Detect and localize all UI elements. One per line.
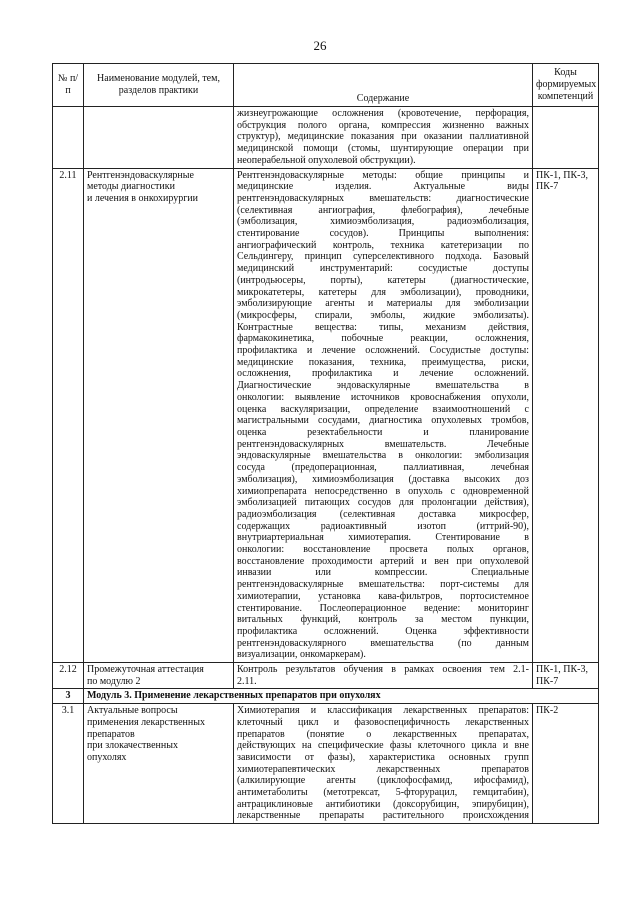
- content-line: профилактика и лечение осложнений. Сосудистые доступы:: [237, 345, 529, 357]
- content-line: оценка резектабельности и планирование: [237, 426, 529, 438]
- content-line: препаратов (понятие о лекарственных препаратах,: [237, 728, 529, 740]
- name-line: препаратов: [87, 728, 135, 740]
- content-line: химиотерапии, установка кава-фильтров, портосистемное: [237, 590, 529, 602]
- content-line: содержащих радиоактивный изотоп (иттрий-90),: [237, 520, 529, 532]
- content-line: антиметаболиты (метотрексат, 5-фторурацил, гемцитабин),: [237, 787, 529, 799]
- cell-name: [84, 704, 234, 824]
- content-line: структур), медицинские показания при оказании паллиативной: [237, 131, 529, 143]
- content-line: неоперабельной опухолевой обструкции).: [237, 154, 416, 166]
- content-line: химиотерапевтических лекарственных препаратов: [237, 763, 529, 775]
- content-line: эмболизация), химиоэмболизация (доставка высоких доз: [237, 473, 529, 485]
- content-line: осложнения, профилактика и лечение осложнений.: [237, 368, 529, 380]
- content-line: антрациклиновые антибиотики (доксорубицин, эпирубицин),: [237, 798, 529, 810]
- content-line: действующих на специфические фазы клеточного цикла и вне: [237, 740, 529, 752]
- name-line: по модулю 2: [87, 675, 141, 687]
- name-line: применения лекарственных: [87, 716, 205, 728]
- content-line: онкологии: восстановление просвета полых органов,: [237, 544, 529, 556]
- content-line: химиопрепарата непосредственно в опухоль с одновременной: [237, 485, 529, 497]
- content-line: рентгенэндоваскулярных вмешательств: диагностические: [237, 192, 529, 204]
- content-line: эмболизацией питающих сосудов для пролонгации действия),: [237, 497, 529, 509]
- content-line: (алкилирующие агенты (циклофосфамид, ифосфамид),: [237, 775, 529, 787]
- content-line: рентгенэндоваскулярных вмешательств. Лечебные: [237, 438, 529, 450]
- table-row-2-11: [53, 168, 599, 663]
- cell-content: [234, 168, 533, 663]
- content-line: (селективная ангиография, флебография), лечебные: [237, 204, 529, 216]
- content-line: фармакокинетика, побочные реакции, осложнения,: [237, 333, 529, 345]
- name-line: при злокачественных: [87, 740, 178, 752]
- header-module-name: Наименование модулей, тем, разделов практики: [84, 64, 234, 107]
- name-line: и лечения в онкохирургии: [87, 192, 199, 204]
- name-line: методы диагностики: [87, 181, 175, 193]
- module-number: 3: [53, 689, 84, 704]
- content-line: ангиографический контроль, техника катетеризации по: [237, 239, 529, 251]
- cell-content: [234, 663, 533, 689]
- content-line: обструкция полого органа, компрессия жизненно важных: [237, 119, 529, 131]
- cell-content: [234, 704, 533, 824]
- content-line: восстановление проходимости артерий и вен при опухолевой: [237, 555, 529, 567]
- content-line: стентирование. Послеоперационное ведение: мониторинг: [237, 602, 529, 614]
- content-line: внутриартериальная химиотерапия. Стентирование в: [237, 532, 529, 544]
- content-line: радиоэмболизация (селективная доставка микросфер,: [237, 508, 529, 520]
- content-line: медицинские изделия. Актуальные виды: [237, 181, 529, 193]
- header-competencies: Коды формируемых компетенций: [533, 64, 599, 107]
- content-line: Сельдингеру, принцип суперселективного подхода. Базовый: [237, 251, 529, 263]
- cell-competencies: [533, 663, 599, 689]
- content-line: (эмболизация, химиоэмболизация, радиоэмболизация,: [237, 216, 529, 228]
- cell-number: 2.12: [53, 663, 84, 689]
- cell-competencies: [533, 107, 599, 169]
- cell-number: 2.11: [53, 168, 84, 663]
- content-line: Контроль результатов обучения в рамках освоения тем 2.1-: [237, 664, 529, 676]
- page-number: 26: [313, 38, 327, 53]
- content-line: инвазии или компрессии. Специальные: [237, 567, 529, 579]
- content-line: 2.11.: [237, 675, 257, 687]
- competency-line: ПК-2: [536, 705, 559, 717]
- content-line: медицинской помощи (стомы, шунтирующие операции при: [237, 143, 529, 155]
- content-line: лекарственные препараты растительного происхождения: [237, 810, 529, 822]
- cell-number: [53, 107, 84, 169]
- content-line: рентгенэндоваскулярного вмешательства (по данным: [237, 637, 529, 649]
- content-line: жизнеугрожающие осложнения (кровотечение, перфорация,: [237, 108, 529, 119]
- content-line: медицинский инструментарий: сосудистые доступы: [237, 263, 529, 275]
- content-line: зависимости от фазы), характеристика основных групп: [237, 751, 529, 763]
- content-line: Химиотерапия и классификация лекарственных препаратов:: [237, 705, 529, 717]
- content-line: медицинские показания, техника, преимущества, риски,: [237, 356, 529, 368]
- content-line: Рентгенэндоваскулярные методы: общие принципы и: [237, 169, 529, 181]
- content-line: визуализации, онкомаркерам).: [237, 649, 366, 661]
- cell-name: [84, 663, 234, 689]
- content-line: рентгенэндоваскулярные вмешательства: порт-системы для: [237, 579, 529, 591]
- content-line: эндоваскулярные вмешательства в онкологии: эмболизация: [237, 450, 529, 462]
- content-line: сосуда (предоперационная, паллиативная, лечебная: [237, 462, 529, 474]
- table-row-module-3: [53, 689, 599, 704]
- name-line: Актуальные вопросы: [87, 705, 178, 717]
- cell-content: [234, 107, 533, 169]
- content-line: Контрастные вещества: типы, механизм действия,: [237, 321, 529, 333]
- content-line: (интродьюсеры, порты), катетеры (диагностические,: [237, 274, 529, 286]
- content-line: стентирование сосудов). Принципы выполнения:: [237, 228, 529, 240]
- competency-line: ПК-1, ПК-3,: [536, 169, 588, 181]
- content-line: эмболизирующие агенты и материалы для эмболизации: [237, 298, 529, 310]
- module-title: Модуль 3. Применение лекарственных препаратов при опухолях: [84, 689, 599, 704]
- content-line: Диагностические эндоваскулярные вмешательства в: [237, 380, 529, 392]
- content-line: магистральными сосудами, диагностика опухолевых тромбов,: [237, 415, 529, 427]
- competency-line: ПК-7: [536, 675, 559, 687]
- content-line: витальных функций, контроль за местом пункции,: [237, 614, 529, 626]
- content-line: клеточный цикл и фазовоспецифичность лекарственных: [237, 716, 529, 728]
- cell-name: [84, 107, 234, 169]
- name-line: опухолях: [87, 751, 127, 763]
- table-row-continuation: [53, 107, 599, 169]
- content-line: (микросферы, спирали, эмболы, жидкие эмболизаты).: [237, 309, 529, 321]
- header-content: Содержание: [234, 64, 533, 107]
- cell-competencies: [533, 168, 599, 663]
- competency-line: ПК-7: [536, 181, 559, 193]
- cell-number: 3.1: [53, 704, 84, 824]
- competency-line: ПК-1, ПК-3,: [536, 664, 588, 676]
- content-line: оценка васкуляризации, определение взаимоотношений с: [237, 403, 529, 415]
- header-number: № п/п: [53, 64, 84, 107]
- cell-name: [84, 168, 234, 663]
- name-line: Рентгенэндоваскулярные: [87, 169, 194, 181]
- content-line: онкологии: выявление источников кровоснабжения опухоли,: [237, 391, 529, 403]
- table-row-2-12: [53, 663, 599, 689]
- cell-competencies: [533, 704, 599, 824]
- name-line: Промежуточная аттестация: [87, 664, 204, 676]
- content-line: профилактика осложнений. Оценка эффективности: [237, 625, 529, 637]
- table-row-3-1: [53, 704, 599, 824]
- table-header-row: [53, 64, 599, 107]
- curriculum-table: [52, 63, 599, 824]
- content-line: микрокатетеры, катетеры для эмболизации), проводники,: [237, 286, 529, 298]
